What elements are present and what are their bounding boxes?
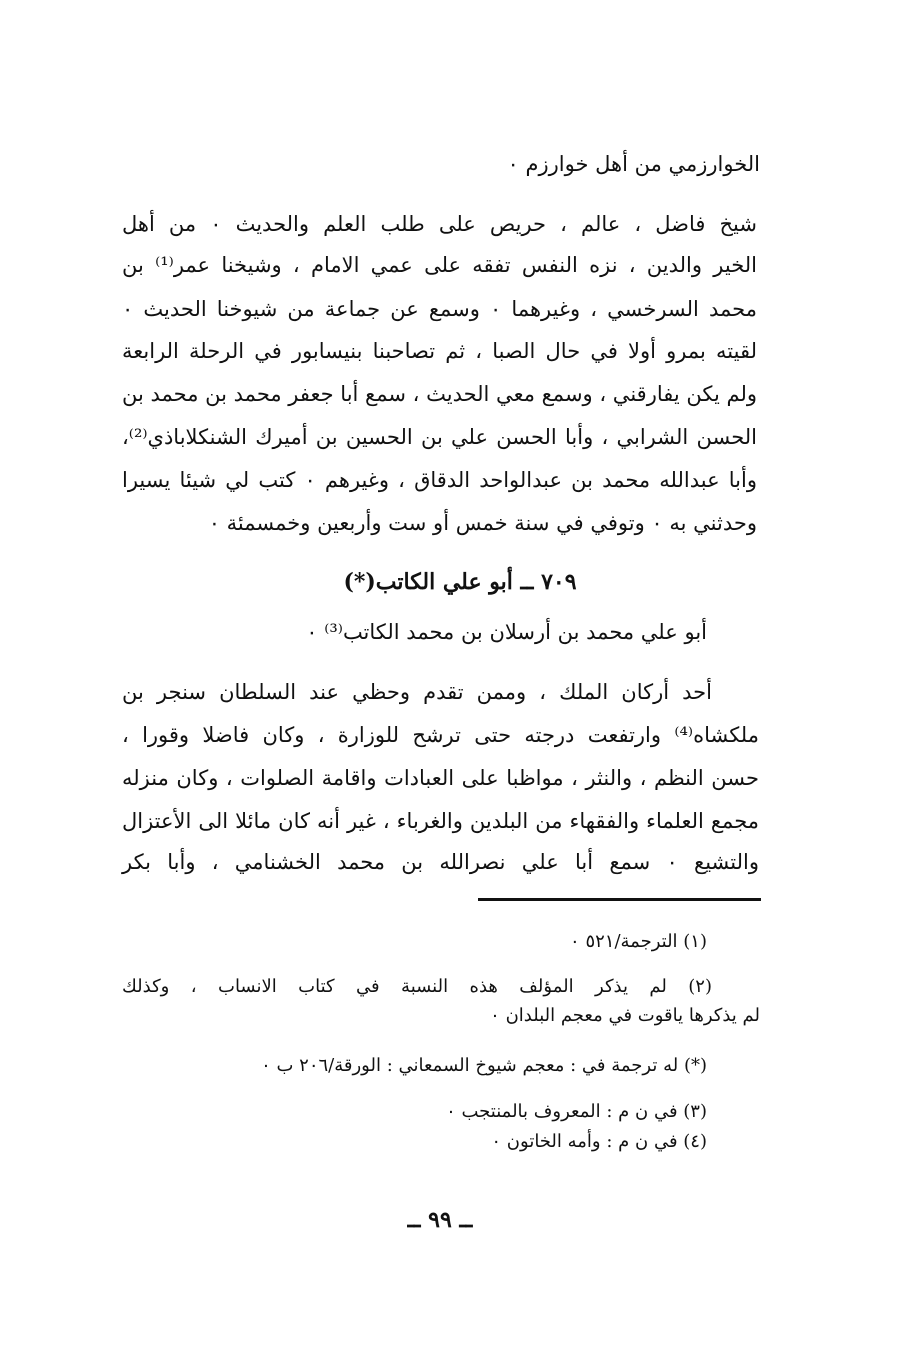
entry-line-4: مجمع العلماء والفقهاء من البلدين والغرباء ، غير أنه كان مائلا الى الأعتزال (122, 809, 759, 833)
footnote-divider (478, 898, 761, 901)
entry-line-3: حسن النظم ، والنثر ، مواظبا على العبادات واقامة الصلوات ، وكان منزله (122, 766, 759, 790)
footnote-2-line-1: (٢) لم يذكر المؤلف هذه النسبة في كتاب الانساب ، وكذلك (122, 976, 712, 997)
body-line-4: محمد السرخسي ، وغيرهما ٠ وسمع عن جماعة من شيوخنا الحديث ٠ (122, 297, 757, 321)
footnote-star: (*) له ترجمة في : معجم شيوخ السمعاني : الورقة/٢٠٦ ب ٠ (261, 1055, 707, 1076)
entry-line-2: ملكشاه⁽⁴⁾ وارتفعت درجته حتى ترشح للوزارة ، وكان فاضلا وقورا ، (122, 723, 759, 747)
page-number: ــ ٩٩ ــ (407, 1207, 473, 1233)
body-line-3: الخير والدين ، نزه النفس تفقه على عمي الامام ، وشيخنا عمر⁽¹⁾ بن (122, 253, 757, 277)
body-line-9: وحدثني به ٠ وتوفي في سنة خمس أو ست وأربعين وخمسمئة ٠ (208, 511, 757, 535)
body-line-2: شيخ فاضل ، عالم ، حريص على طلب العلم والحديث ٠ من أهل (122, 212, 757, 236)
footnote-3: (٣) في ن م : المعروف بالمنتجب ٠ (446, 1101, 707, 1122)
body-line-7: الحسن الشرابي ، وأبا الحسن علي بن الحسين بن أميرك الشنكلاباذي⁽²⁾، (122, 425, 757, 449)
body-line-5: لقيته بمرو أولا في حال الصبا ، ثم تصاحبنا بنيسابور في الرحلة الرابعة (122, 339, 757, 363)
footnote-4: (٤) في ن م : وأمه الخاتون ٠ (491, 1131, 707, 1152)
entry-name-line: أبو علي محمد بن أرسلان بن محمد الكاتب⁽³⁾ ٠ (306, 620, 707, 644)
body-line-8: وأبا عبدالله محمد بن عبدالواحد الدقاق ، وغيرهم ٠ كتب لي شيئا يسيرا (122, 468, 757, 492)
entry-heading: ٧٠٩ ــ أبو علي الكاتب(*) (343, 569, 577, 595)
body-line-1: الخوارزمي من أهل خوارزم ٠ (507, 152, 760, 176)
footnote-1: (١) الترجمة/٥٢١ ٠ (570, 931, 707, 952)
entry-line-1: أحد أركان الملك ، وممن تقدم وحظي عند السلطان سنجر بن (122, 680, 712, 704)
footnote-2-line-2: لم يذكرها ياقوت في معجم البلدان ٠ (490, 1005, 760, 1026)
body-line-6: ولم يكن يفارقني ، وسمع معي الحديث ، سمع أبا جعفر محمد بن محمد بن (122, 382, 757, 406)
entry-line-5: والتشيع ٠ سمع أبا علي نصرالله بن محمد الخشنامي ، وأبا بكر (122, 850, 759, 874)
